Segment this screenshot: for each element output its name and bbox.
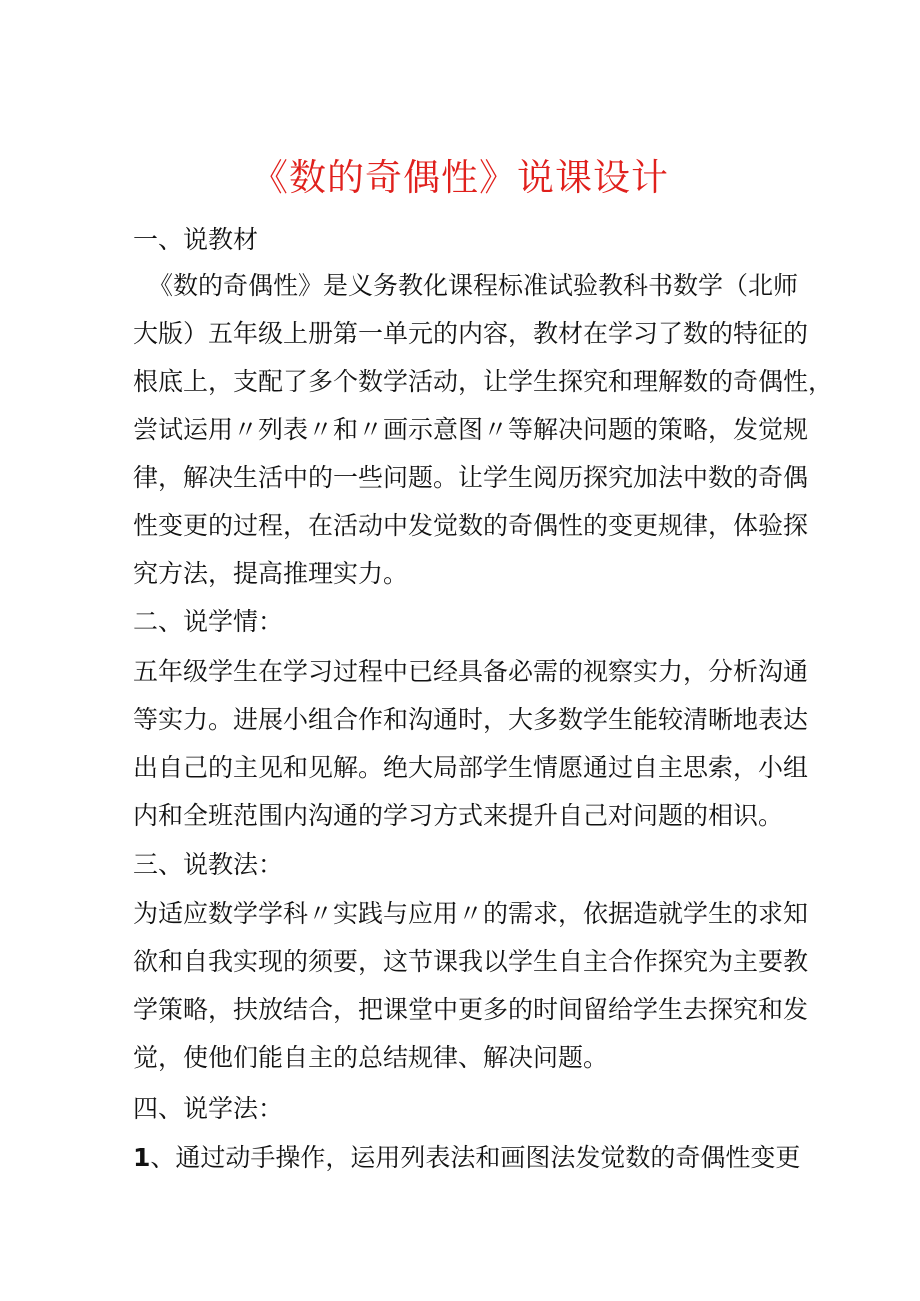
list-item-text: 、通过动手操作，运用列表法和画图法发觉数的奇偶性变更 bbox=[150, 1143, 801, 1172]
paragraph-line: 觉，使他们能自主的总结规律、解决问题。 bbox=[133, 1043, 609, 1072]
list-item bbox=[133, 1142, 800, 1174]
section-heading: 二、说学情： bbox=[133, 607, 284, 636]
document-title: 《数的奇偶性》说课设计 bbox=[251, 156, 669, 199]
paragraph-line: 尝试运用〃列表〃和〃画示意图〃等解决问题的策略，发觉规 bbox=[133, 415, 809, 444]
paragraph-line: 等实力。进展小组合作和沟通时，大多数学生能较清晰地表达 bbox=[133, 705, 809, 734]
section-heading: 一、说教材 bbox=[133, 225, 259, 254]
paragraph-line: 性变更的过程，在活动中发觉数的奇偶性的变更规律，体验探 bbox=[133, 511, 809, 540]
paragraph-line: 欲和自我实现的须要，这节课我以学生自主合作探究为主要教 bbox=[133, 947, 809, 976]
section-heading: 四、说学法： bbox=[133, 1094, 284, 1123]
section-heading: 三、说教法： bbox=[133, 850, 284, 879]
paragraph-line: 《数的奇偶性》是义务教化课程标准试验教科书数学（北师 bbox=[148, 271, 799, 300]
paragraph-line: 究方法，提高推理实力。 bbox=[133, 559, 409, 588]
paragraph-line: 五年级学生在学习过程中已经具备必需的视察实力，分析沟通 bbox=[133, 657, 809, 686]
paragraph-line: 律，解决生活中的一些问题。让学生阅历探究加法中数的奇偶 bbox=[133, 463, 809, 492]
paragraph-line: 为适应数学学科〃实践与应用〃的需求，依据造就学生的求知 bbox=[133, 899, 809, 928]
paragraph-line: 学策略，扶放结合，把课堂中更多的时间留给学生去探究和发 bbox=[133, 995, 809, 1024]
paragraph-line: 出自己的主见和见解。绝大局部学生情愿通过自主思索，小组 bbox=[133, 753, 809, 782]
paragraph-line: 大版）五年级上册第一单元的内容，教材在学习了数的特征的 bbox=[133, 319, 809, 348]
paragraph-line: 根底上，支配了多个数学活动，让学生探究和理解数的奇偶性， bbox=[133, 367, 834, 396]
paragraph-line: 内和全班范围内沟通的学习方式来提升自己对问题的相识。 bbox=[133, 801, 784, 830]
list-item-number: 1 bbox=[133, 1143, 151, 1172]
